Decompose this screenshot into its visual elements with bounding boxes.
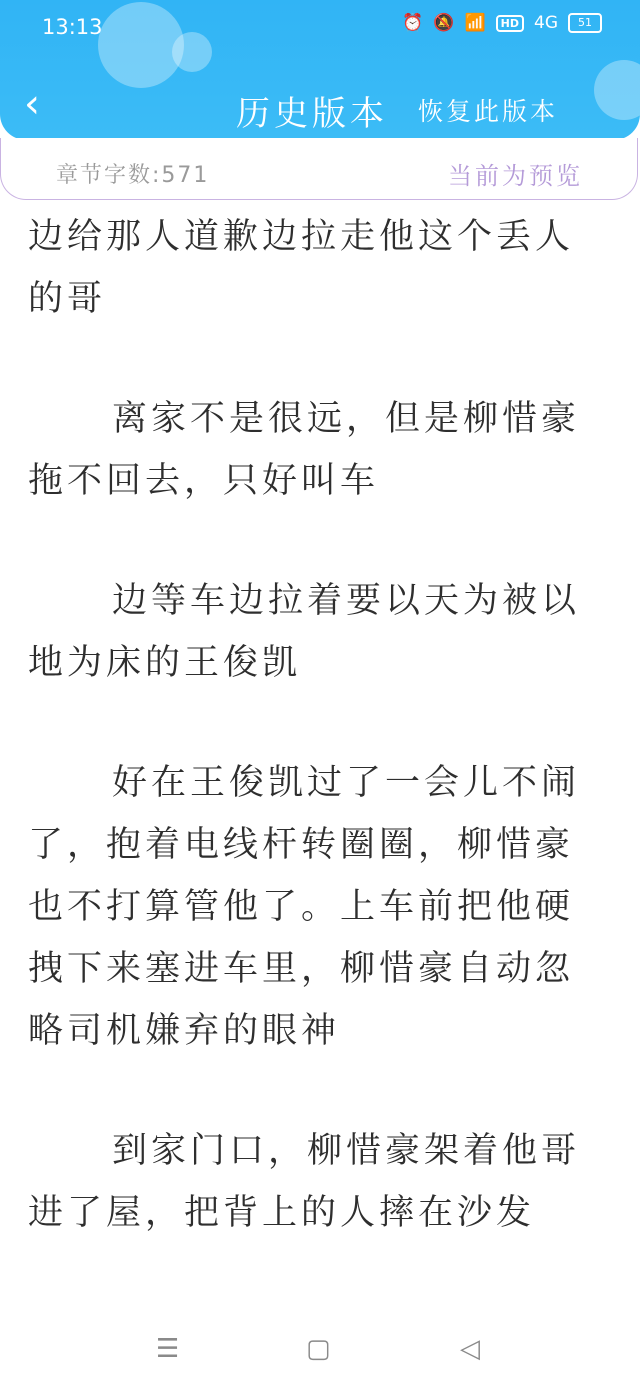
battery-icon: 51 [568, 13, 602, 33]
system-nav-bar [0, 1312, 640, 1387]
status-icons [402, 13, 602, 33]
alarm-icon: ⏰ [402, 13, 424, 33]
paragraph: 边给那人道歉边拉走他这个丢人的哥 [28, 217, 575, 319]
decor-bubble [594, 60, 640, 120]
home-icon[interactable]: ▢ [306, 1334, 331, 1364]
hd-badge: HD [496, 15, 524, 32]
word-count: 章节字数:571 [56, 163, 210, 188]
decor-bubble [172, 32, 212, 72]
chapter-content [28, 206, 608, 1302]
paragraph: 到家门口，柳惜豪架着他哥进了屋，把背上的人摔在沙发 [28, 1131, 581, 1233]
restore-version-button[interactable]: 恢复此版本 [418, 97, 559, 126]
back-nav-icon[interactable]: ◁ [460, 1334, 480, 1364]
page-title: 历史版本 [236, 94, 388, 134]
chevron-left-icon: ‹ [24, 81, 40, 127]
back-button[interactable] [24, 82, 58, 126]
paragraph: 边等车边拉着要以天为被以地为床的王俊凯 [28, 581, 581, 683]
decor-bubble [98, 2, 184, 88]
paragraph: 好在王俊凯过了一会儿不闹了，抱着电线杆转圈圈，柳惜豪也不打算管他了。上车前把他硬拽下来塞进车里，柳惜豪自动忽略司机嫌弃的眼神 [28, 763, 581, 1051]
paragraph: 离家不是很远，但是柳惜豪拖不回去，只好叫车 [28, 399, 581, 501]
header-bar [0, 0, 640, 140]
status-time: 13:13 [42, 15, 103, 39]
recent-apps-icon[interactable]: ☰ [156, 1334, 180, 1364]
preview-status: 当前为预览 [448, 162, 583, 190]
wifi-icon: 📶 [464, 13, 486, 33]
signal-icon: 4G [534, 13, 558, 33]
mute-icon: 🔕 [433, 13, 455, 33]
